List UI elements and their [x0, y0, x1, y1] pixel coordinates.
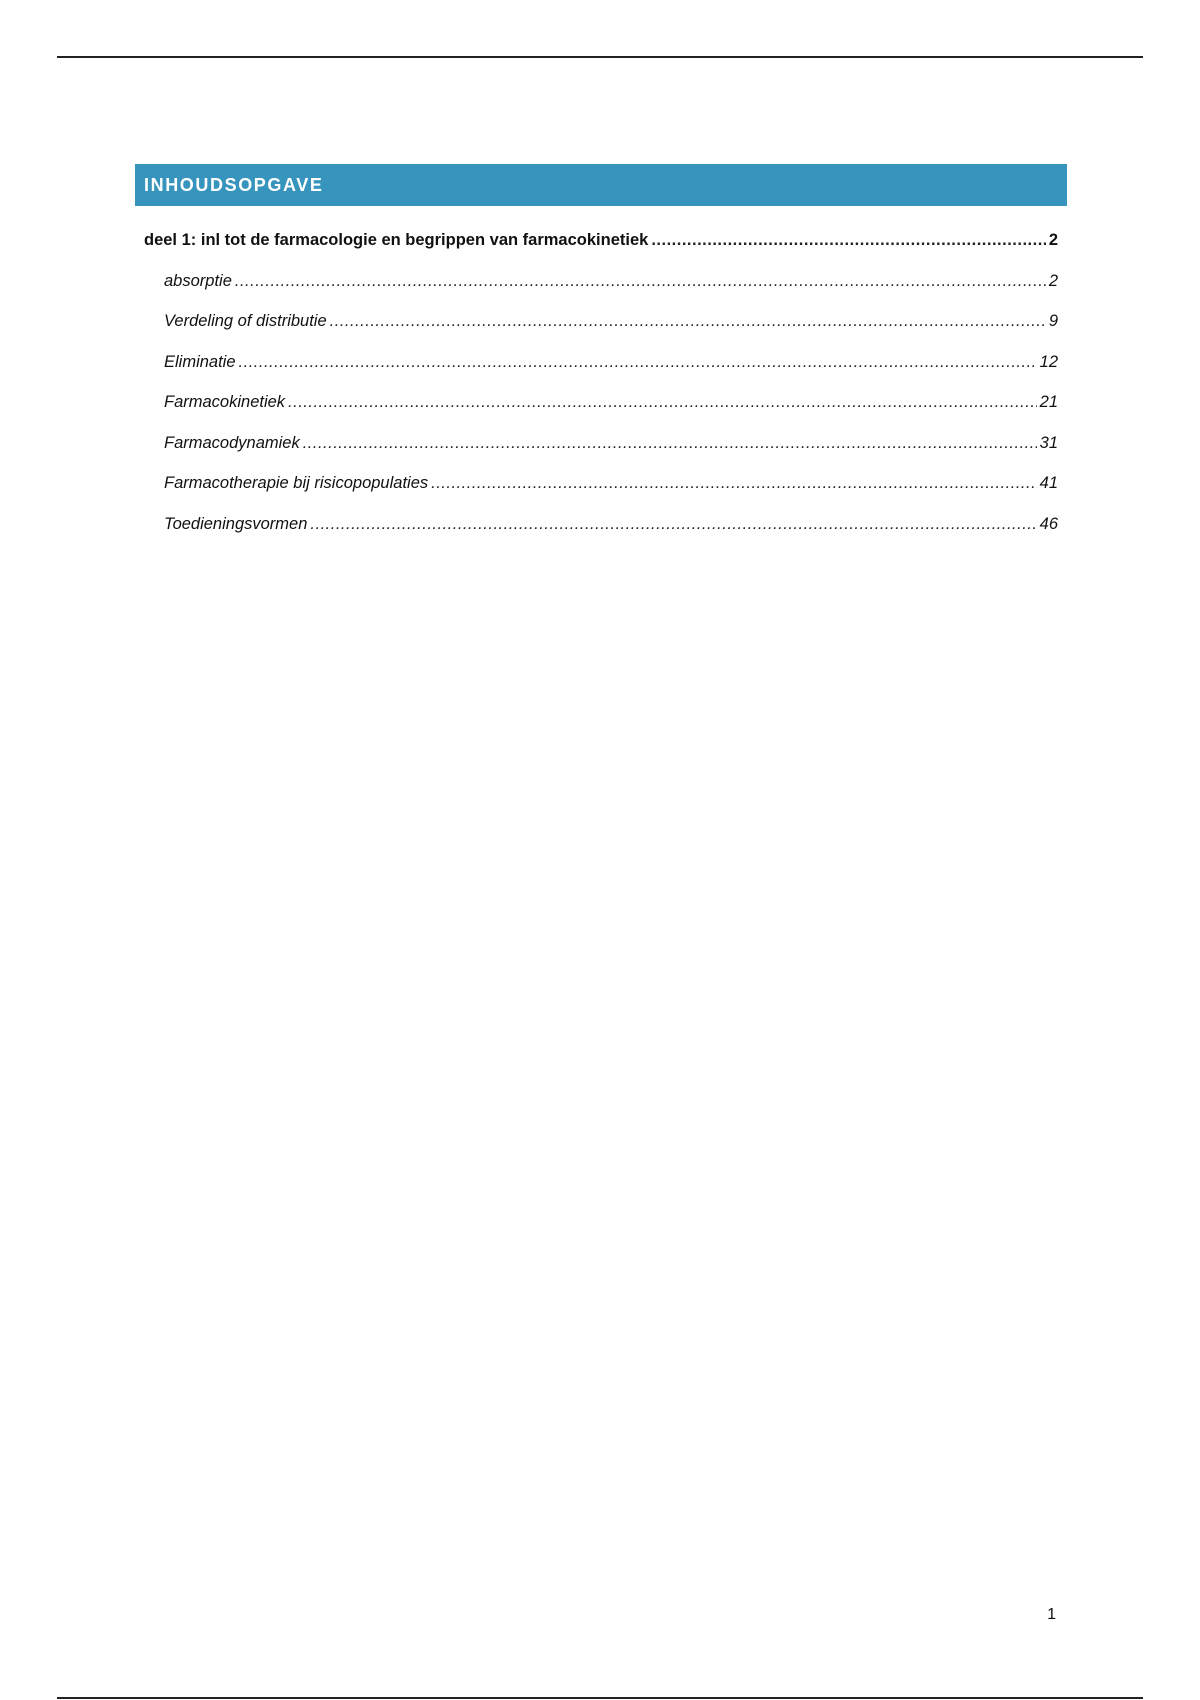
- toc-heading-text: INHOUDSOPGAVE: [144, 174, 324, 195]
- toc-entry-verdeling[interactable]: [135, 312, 1067, 353]
- toc-entry-label: Farmacotherapie bij risicopopulaties: [164, 474, 429, 492]
- toc-entry-page: 46: [1039, 514, 1058, 533]
- toc-dot-leader: [431, 474, 1037, 493]
- toc-entry-page: 21: [1039, 393, 1058, 411]
- toc-entry-toedieningsvormen[interactable]: [135, 515, 1067, 556]
- footer-rule: [57, 1697, 1143, 1699]
- toc-entry-page: 9: [1048, 312, 1058, 330]
- toc-entry-page: 41: [1039, 474, 1058, 492]
- toc-entry-absorptie[interactable]: [135, 272, 1067, 313]
- toc-entry-farmacotherapie[interactable]: [135, 474, 1067, 515]
- toc-dot-leader: [239, 353, 1037, 372]
- toc-entry-eliminatie[interactable]: [135, 353, 1067, 394]
- toc-dot-leader: [330, 312, 1046, 331]
- toc-dot-leader: [235, 272, 1046, 291]
- toc-dot-leader: [288, 393, 1037, 412]
- header-rule: [57, 56, 1143, 58]
- toc-entry-deel-1[interactable]: [135, 231, 1067, 272]
- toc-entry-label: Toedieningsvormen: [164, 514, 308, 533]
- toc-entry-page: 2: [1048, 271, 1058, 290]
- toc-entry-label: Eliminatie: [164, 352, 236, 371]
- toc-dot-leader: [310, 515, 1036, 534]
- toc-entry-label: Farmacodynamiek: [164, 433, 300, 452]
- toc-entry-label: absorptie: [164, 271, 232, 290]
- toc-entry-page: 12: [1039, 352, 1058, 371]
- toc-dot-leader: [303, 434, 1037, 453]
- toc-entry-label: Verdeling of distributie: [164, 312, 327, 330]
- toc-heading: [135, 164, 1067, 206]
- toc-entry-page: 31: [1039, 433, 1058, 452]
- table-of-contents: [135, 164, 1067, 555]
- toc-entry-label: deel 1: inl tot de farmacologie en begrippen van farmacokinetiek: [144, 231, 649, 249]
- toc-entry-farmacodynamiek[interactable]: [135, 434, 1067, 475]
- page-number: 1: [1047, 1606, 1056, 1623]
- toc-entry-farmacokinetiek[interactable]: [135, 393, 1067, 434]
- toc-entry-page: 2: [1048, 231, 1058, 249]
- toc-dot-leader: [651, 231, 1046, 250]
- toc-entry-label: Farmacokinetiek: [164, 393, 286, 411]
- toc-list: [135, 231, 1067, 555]
